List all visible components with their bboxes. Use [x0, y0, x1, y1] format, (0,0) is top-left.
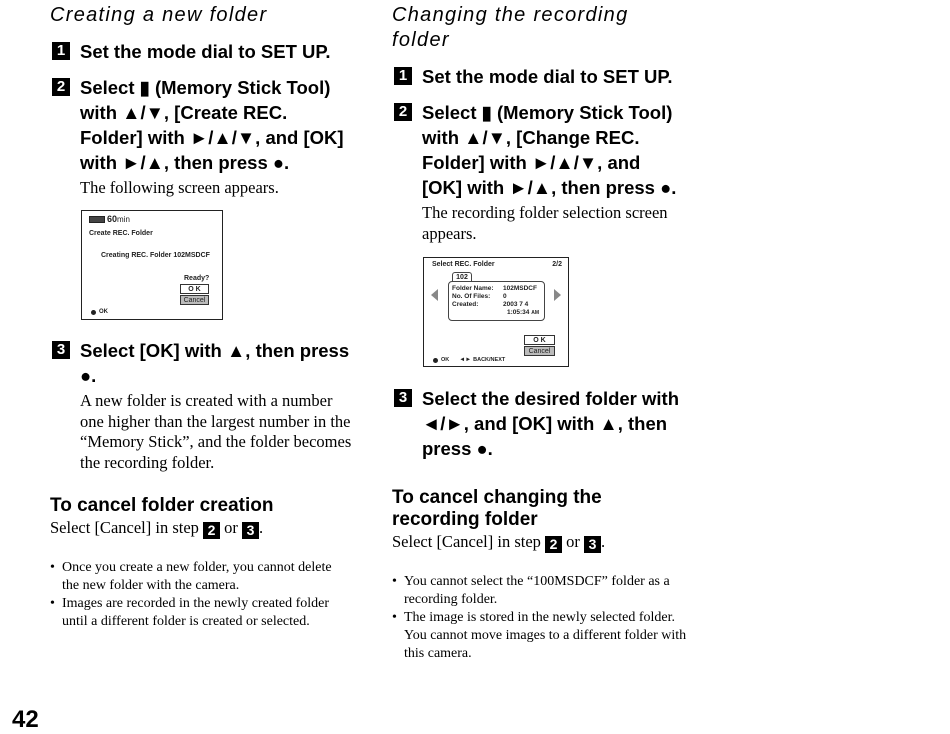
ready-prompt: Ready?	[184, 275, 210, 282]
folder-info-box: Folder Name: No. Of Files: Created: 102MSDCF 0 2003 7 4 1:05:34 AM	[448, 281, 545, 321]
page-indicator: 2/2	[552, 261, 562, 268]
left-column	[50, 0, 355, 199]
step-ref-2: 2	[545, 536, 562, 553]
step-text: Select the desired folder with ◄/►, and [OK] with ▲, then press ●.	[422, 388, 680, 459]
step-number: 3	[52, 341, 70, 359]
screen-title: Select REC. Folder	[432, 261, 495, 268]
note-item: • You cannot select the “100MSDCF” folder as a recording folder.	[392, 573, 692, 609]
step-1	[50, 39, 355, 64]
step-3	[50, 338, 350, 388]
bullet-icon	[433, 358, 438, 363]
folder-tab: 102	[452, 272, 472, 282]
cancel-instruction: Select [Cancel] in step 2 or 3 .	[50, 518, 264, 538]
note-item: • Images are recorded in the newly created folder until a different folder is created or selected.	[50, 595, 350, 631]
step-2	[50, 75, 355, 175]
step-text: Set the mode dial to SET UP.	[422, 66, 673, 87]
select-folder-screen	[423, 257, 569, 367]
step-number: 2	[52, 78, 70, 96]
right-arrow-icon	[554, 289, 561, 301]
notes-list	[392, 573, 692, 663]
cancel-button: Cancel	[180, 295, 209, 305]
step-number: 2	[394, 103, 412, 121]
step-3-body: A new folder is created with a number one higher than the largest number in the “Memory Stick”, and the folder becomes the recording folder.	[80, 391, 352, 472]
step-number: 1	[394, 67, 412, 85]
step-number: 3	[394, 389, 412, 407]
ok-button: O K	[180, 284, 209, 294]
cancel-heading: To cancel changing the recording folder	[392, 487, 602, 530]
step-2-body: The following screen appears.	[80, 178, 279, 197]
screen-footer: OK	[91, 309, 108, 315]
battery-icon	[89, 216, 105, 223]
cancel-button: Cancel	[524, 346, 555, 356]
left-arrow-icon	[431, 289, 438, 301]
left-right-arrows-icon: ◄►	[459, 357, 472, 363]
cancel-instruction: Select [Cancel] in step 2 or 3 .	[392, 532, 606, 552]
step-1	[392, 64, 697, 89]
step-ref-3: 3	[242, 522, 259, 539]
battery-indicator: 60 min	[89, 214, 130, 224]
cancel-heading: To cancel folder creation	[50, 495, 274, 516]
step-ref-2: 2	[203, 522, 220, 539]
note-item: • The image is stored in the newly selected folder. You cannot move images to a different folder with this camera.	[392, 609, 692, 663]
left-column-lower	[50, 338, 355, 631]
screen-footer: OK ◄► BACK/NEXT	[433, 357, 505, 363]
section-title-create-folder: Creating a new folder	[50, 4, 268, 26]
step-2	[392, 100, 682, 200]
section-title-change-folder: Changing the recording folder	[392, 4, 629, 51]
page-number: 42	[12, 706, 39, 733]
ok-button: O K	[524, 335, 555, 345]
step-text: Select ▮ (Memory Stick Tool) with ▲/▼, [Create REC. Folder] with ►/▲/▼, and [OK] with ►/▲, then press ●.	[80, 77, 344, 173]
step-text: Select ▮ (Memory Stick Tool) with ▲/▼, [Change REC. Folder] with ►/▲/▼, and [OK] with ►/▲, then press ●.	[422, 102, 677, 198]
step-2-body: The recording folder selection screen appears.	[422, 203, 668, 243]
step-3	[392, 386, 697, 461]
note-item: • Once you create a new folder, you cannot delete the new folder with the camera.	[50, 559, 350, 595]
screen-message: Creating REC. Folder 102MSDCF	[101, 252, 210, 259]
create-folder-screen	[81, 210, 223, 320]
step-number: 1	[52, 42, 70, 60]
screen-title: Create REC. Folder	[89, 230, 153, 237]
right-column-lower	[392, 386, 697, 663]
right-column	[392, 0, 697, 244]
step-ref-3: 3	[584, 536, 601, 553]
step-text: Set the mode dial to SET UP.	[80, 41, 331, 62]
step-text: Select [OK] with ▲, then press ●.	[80, 340, 350, 386]
bullet-icon	[91, 310, 96, 315]
notes-list	[50, 559, 350, 631]
